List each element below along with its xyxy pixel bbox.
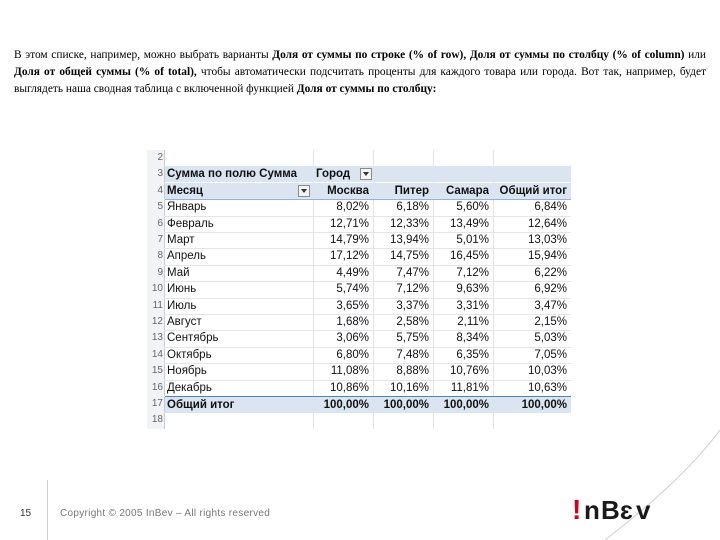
month-label: Август — [167, 316, 202, 328]
month-label: Декабрь — [167, 381, 212, 394]
svg-text:ɛ: ɛ — [620, 495, 633, 525]
value-cell: 5,75% — [396, 332, 429, 345]
month-label: Сентябрь — [167, 332, 219, 345]
row-number: 2 — [157, 152, 163, 163]
row-number: 12 — [151, 316, 163, 327]
value-cell: 3,65% — [336, 299, 369, 312]
value-cell: 2,58% — [396, 316, 429, 328]
page-number: 15 — [20, 508, 32, 519]
value-cell: 11,08% — [330, 365, 369, 378]
row-number: 9 — [157, 266, 163, 278]
row-number: 10 — [151, 283, 163, 295]
month-label: Октябрь — [167, 348, 212, 361]
value-cell: 5,01% — [456, 234, 489, 246]
value-cell: 5,60% — [456, 201, 489, 214]
value-cell: 10,86% — [329, 381, 369, 394]
value-cell: 6,35% — [456, 348, 489, 361]
grand-total-value: 100,00% — [443, 399, 489, 411]
month-label: Ноябрь — [167, 365, 207, 378]
value-cell: 3,37% — [396, 299, 429, 312]
grand-total-value: 100,00% — [383, 399, 429, 411]
value-cell: 12,71% — [329, 217, 369, 230]
value-cell: 8,34% — [456, 332, 489, 345]
paragraph-bold-2: Доля от общей суммы (% of total), — [14, 66, 197, 78]
value-cell: 12,33% — [389, 217, 429, 230]
column-header: Самара — [445, 184, 489, 197]
row-number: 4 — [157, 184, 163, 196]
value-cell: 1,68% — [336, 316, 369, 328]
value-cell: 14,75% — [389, 250, 429, 263]
row-number: 11 — [152, 299, 163, 311]
value-cell: 6,92% — [534, 283, 567, 296]
month-label: Июль — [167, 299, 197, 312]
value-cell: 3,31% — [456, 299, 489, 312]
value-cell: 5,03% — [534, 332, 567, 345]
row-number: 8 — [157, 250, 163, 262]
row-number: 17 — [151, 398, 163, 409]
value-cell: 7,05% — [534, 348, 567, 361]
value-cell: 13,94% — [389, 234, 429, 246]
value-cell: 10,76% — [449, 365, 489, 378]
value-cell: 13,03% — [527, 234, 567, 246]
row-number: 13 — [151, 332, 163, 344]
row-number: 16 — [151, 381, 163, 393]
row-number: 15 — [151, 365, 163, 377]
paragraph-bold-1: Доля от суммы по строке (% of row), Доля от суммы по столбцу (% of column) — [272, 49, 685, 61]
svg-text:!: ! — [572, 494, 582, 525]
value-cell: 14,79% — [329, 234, 369, 246]
value-cell: 2,15% — [534, 316, 567, 328]
paragraph-bold-3: Доля от суммы по столбцу: — [296, 83, 437, 95]
value-cell: 6,84% — [534, 201, 567, 214]
paragraph-text-3: чтобы автоматически подсчитать проценты для каждого товара или города. Вот так, например, будет выглядеть наша сводная таблица с включенной функцией — [14, 66, 706, 95]
month-label: Июнь — [167, 283, 197, 296]
value-cell: 6,22% — [534, 266, 567, 279]
row-number: 3 — [157, 168, 163, 180]
row-number: 18 — [151, 414, 163, 426]
column-header: Москва — [327, 184, 369, 197]
column-field-label: Город — [316, 168, 351, 181]
value-cell: 15,94% — [527, 250, 567, 263]
value-cell: 6,80% — [336, 348, 369, 361]
value-cell: 17,12% — [329, 250, 369, 263]
grand-total-value: 100,00% — [323, 399, 369, 411]
value-cell: 7,48% — [396, 348, 429, 361]
value-cell: 6,18% — [396, 201, 429, 214]
inbev-logo — [572, 492, 692, 526]
paragraph-text-2: или — [684, 49, 706, 61]
svg-text:B: B — [601, 495, 620, 525]
value-cell: 10,16% — [389, 381, 429, 394]
value-cell: 3,47% — [534, 299, 567, 312]
month-label: Апрель — [167, 250, 207, 263]
month-label: Январь — [167, 201, 207, 214]
row-number: 7 — [157, 234, 163, 245]
value-cell: 12,64% — [527, 217, 567, 230]
row-number: 5 — [157, 201, 163, 213]
grand-total-value: 100,00% — [521, 399, 567, 411]
value-cell: 4,49% — [336, 266, 369, 279]
value-cell: 5,74% — [336, 283, 369, 296]
row-field-label: Месяц — [167, 184, 203, 197]
value-cell: 10,63% — [527, 381, 567, 394]
value-cell: 2,11% — [457, 316, 489, 328]
footer-divider — [47, 480, 48, 540]
row-number: 14 — [151, 348, 163, 360]
value-cell: 7,47% — [396, 266, 429, 279]
value-cell: 11,81% — [450, 381, 489, 394]
value-field-label: Сумма по полю Сумма — [167, 168, 297, 181]
value-cell: 10,03% — [527, 365, 567, 378]
month-label: Май — [167, 266, 190, 279]
value-cell: 9,63% — [456, 283, 489, 296]
row-number: 6 — [157, 217, 163, 229]
column-header: Общий итог — [499, 184, 567, 197]
month-label: Февраль — [167, 217, 214, 230]
value-cell: 3,06% — [336, 332, 369, 345]
svg-text:v: v — [636, 495, 651, 525]
value-cell: 7,12% — [456, 266, 489, 279]
copyright-text: Copyright © 2005 InBev – All rights reserved — [60, 508, 271, 519]
value-cell: 8,88% — [396, 365, 429, 378]
value-cell: 13,49% — [449, 217, 489, 230]
value-cell: 16,45% — [449, 250, 489, 263]
paragraph-text-1: В этом списке, например, можно выбрать варианты — [14, 49, 273, 61]
column-header: Питер — [394, 184, 429, 197]
grand-total-label: Общий итог — [167, 399, 235, 411]
value-cell: 8,02% — [336, 201, 369, 214]
svg-text:n: n — [584, 495, 599, 525]
month-label: Март — [167, 234, 195, 246]
value-cell: 7,12% — [396, 283, 429, 296]
